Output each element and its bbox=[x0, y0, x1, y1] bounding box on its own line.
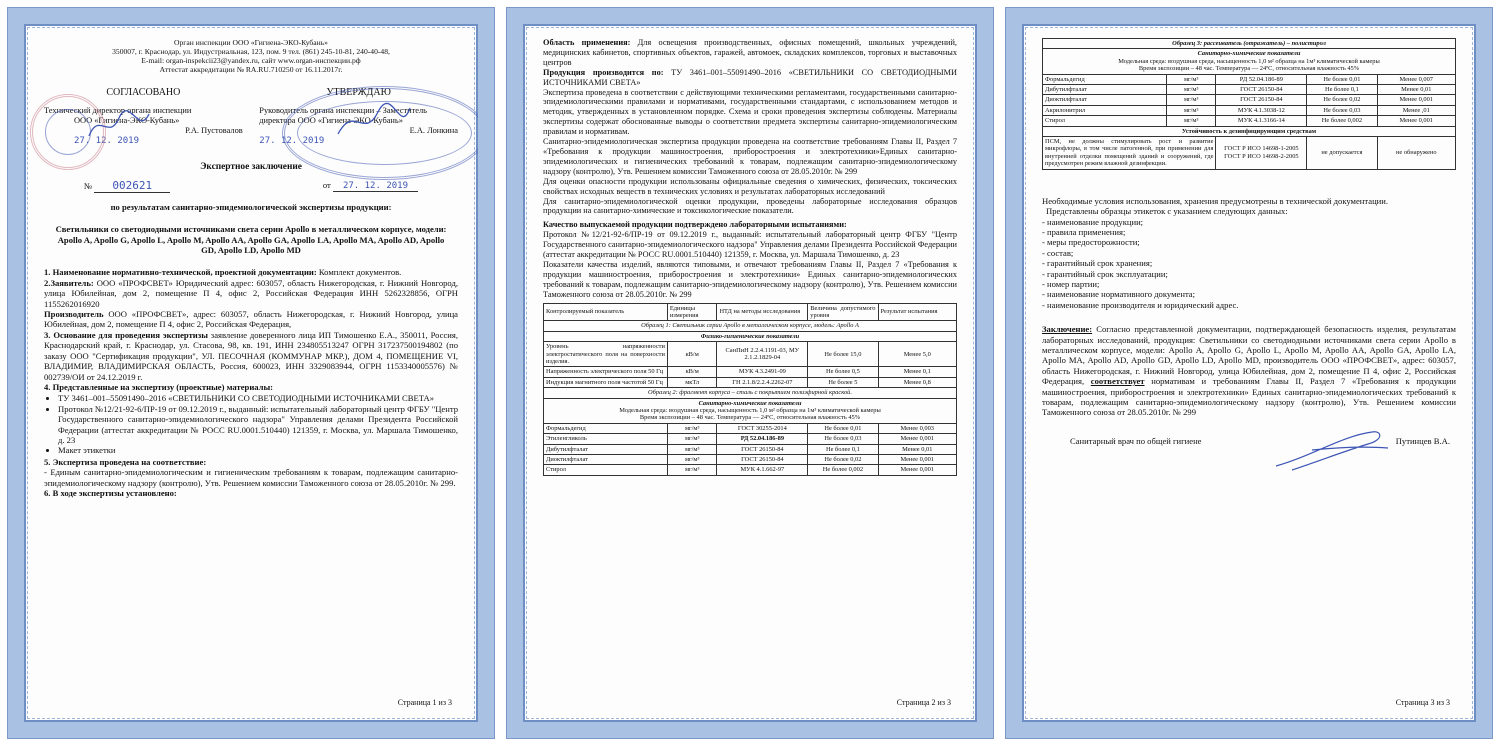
doc-date: 27. 12. 2019 bbox=[333, 181, 418, 192]
paragraph: Протокол №12/21-92-6/ПР-19 от 09.12.2019 г., выданный: испытательный лабораторный центр ФГБУ "Центр Государственного санитарно-эпидемиологического надзора" Управления делами Президента Российской Федерации (аттестат аккредитации № РОСС RU.0001.510440) 121359, г. Москва, ул. Маршала Тимошенко, д. 23 bbox=[543, 230, 957, 260]
paragraph: Санитарно-эпидемиологическая экспертиза продукции проведена на соответствие требованиям Главы II, Раздел 7 «Требования к продукции машиностроения, приборостроения и электротехники»Единых санитарно-эпидемиологических и гигиенических требований к товарам, подлежащим санитарно-эпидемиологическому надзору (контролю), Утв. Решением комиссии Таможенного союза от 28.05.2010г. № 299 bbox=[543, 137, 957, 176]
table-row: Диоктилфталат мг/м³ ГОСТ 26150-84 Не более 0,02 Менее 0,001 bbox=[1043, 95, 1456, 105]
table-header-cell: НТД на методы исследования bbox=[717, 303, 808, 321]
table-row: Стирол мг/м³ МУК 4.1.662-97 Не более 0,002 Менее 0,001 bbox=[544, 465, 957, 475]
label-item: - номер партии; bbox=[1042, 278, 1100, 289]
section-5-label: 5. Экспертиза проведена на соответствие: bbox=[44, 456, 207, 467]
approve-label: УТВЕРЖДАЮ bbox=[326, 87, 391, 98]
label-item: - гарантийный срок хранения; bbox=[1042, 258, 1153, 269]
section-row: Санитарно-химические показатели bbox=[1197, 50, 1301, 58]
page-number: Страница 1 из 3 bbox=[397, 697, 452, 707]
signature-right bbox=[334, 102, 414, 142]
paragraph: Экспертиза проведена в соответствии с действующими техническими регламентами, государственными санитарно-эпидемиологическими правилами и нормативами, государственными стандартами, с использованием методов и методик, утвержденных в установленном порядке. Схема и сроки проведения экспертизы соблюдены. Материалы экспертизы содержат обоснованные выводы о соответствии предмета экспертизы санитарно-эпидемиологическим правилам и нормативам. bbox=[543, 87, 957, 137]
condition-text: Модельная среда: воздушная среда, насыщенность 1,0 м² образца на 1м³ климатической камеры bbox=[1118, 57, 1380, 65]
label-item: - наименование производителя и юридический адрес. bbox=[1042, 299, 1239, 310]
table-row: ПСМ, не должны стимулировать рост и развитие микрофлоры, в том числе патогенной, при применении для внутренней отделки помещений зданий и сооружений, где предусмотрен режим влажной дезинфекции. ГОСТ Р ИСО 14698-1-2005 ГОСТ Р ИСО 14698-2-2005 не допускается не обнаружено bbox=[1043, 137, 1456, 170]
conclusion-text: нормативам и требованиям Главы II, Раздел 7 «Требования к продукции машиностроения, приборостроения и электротехники» Единых санитарно-эпидемиологических требований к товарам, подлежащим санитарно-эпидемиологическому надзору (контролю), Утв. Решением комиссии Таможенного союза от 28.05.2010г. № 299 bbox=[1042, 376, 1456, 418]
page-3 bbox=[1006, 8, 1492, 738]
date-label: от bbox=[322, 180, 331, 191]
org-name: Орган инспекции ООО «Гигиена-ЭКО-Кубань» bbox=[174, 38, 328, 47]
conclusion-text: Согласно представленной документации, подтверждающей безопасность изделия, результатам лабораторных исследований, продукция: Светильники со светодиодными источниками света серии Apollo в металлическом корпусе, модели: Apollo A, Apollo G, Apollo L, Apollo M, Apollo AA, Apollo GA, Apollo LA, Apollo MA, Apollo AD, Apollo GD, Apollo LD, Apollo MD, производитель ООО «ПРОФСВЕТ», адрес: 603057, область Нижегородская, г. Нижний Новгород, улица Юбилейная, дом 2, помещение П 4, офис 2, Российская Федерация, bbox=[1042, 324, 1456, 387]
right-sign-date: 27. 12. 2019 bbox=[259, 136, 325, 146]
label-item: - меры предосторожности; bbox=[1042, 237, 1140, 248]
table-header-cell: Величина допустимого уровня bbox=[808, 303, 878, 321]
product-name: Светильники со светодиодными источниками света серии Apollo в металлическом корпусе, модели: Apollo A, Apollo G, Apollo L, Apollo M, Apollo AA, Apollo GA, Apollo LA, Apollo MA, Apollo AD, Apollo GD, Apollo LD, Apollo MD bbox=[55, 224, 447, 256]
basis-text: ТУ 3461–001–55091490–2016 «СВЕТИЛЬНИКИ СО СВЕТОДИОДНЫМИ ИСТОЧНИКАМИ СВЕТА» bbox=[543, 67, 958, 87]
section-6-label: 6. В ходе экспертизы установлено: bbox=[44, 487, 177, 498]
table-row: Этиленгликоль мг/м³ РД 52.04.186-89 Не более 0,03 Менее 0,001 bbox=[544, 434, 957, 444]
basis-label: Продукция производится по: bbox=[543, 67, 664, 77]
material-item: • Протокол №12/21-92-6/ПР-19 от 09.12.2019 г., выданный: испытательный лабораторный центр ФГБУ "Центр Государственного санитарно-эпидемиологического надзора" Управления делами Президента Российской Федерации (аттестат аккредитации № РОСС RU.0001.510440) 121359, г. Москва, ул. Маршала Тимошенко, д. 23 bbox=[58, 404, 458, 446]
conclusion-label: Заключение: bbox=[1042, 324, 1093, 335]
condition-text: Время экспозиции – 48 час. Температура — 24ºС, относительная влажность 45% bbox=[639, 414, 861, 422]
agreed-label: СОГЛАСОВАНО bbox=[106, 87, 181, 98]
doc-subtitle: по результатам санитарно-эпидемиологической экспертизы продукции: bbox=[110, 201, 392, 212]
doctor-title: Санитарный врач по общей гигиене bbox=[1070, 435, 1202, 446]
org-header bbox=[44, 38, 458, 74]
results-table bbox=[543, 303, 957, 476]
section-row: Физико-гигиенические показатели bbox=[544, 331, 957, 341]
section-2-label: 2.Заявитель: bbox=[44, 277, 94, 288]
producer-text: ООО «ПРОФСВЕТ», адрес: 603057, область Нижегородская, г. Нижний Новгород, улица Юбилейная, дом 2, помещение П 4, офис 2, Российская Федерация, bbox=[44, 309, 458, 330]
table-row: Диоктилфталат мг/м³ ГОСТ 26150-84 Не более 0,02 Менее 0,001 bbox=[544, 455, 957, 465]
section-1-label: 1. Наименование нормативно-технической, проектной документации: bbox=[44, 267, 317, 278]
table-row: Формальдегид мг/м³ ГОСТ 30255-2014 Не более 0,01 Менее 0,003 bbox=[544, 423, 957, 433]
paragraph: Показатели качества изделий, являются типовыми, и отвечают требованиям Главы II, Раздел 7 «Требования к продукции машиностроения, приборостроения и электротехники» Единых санитарно-эпидемиологических требований к товарам, подлежащим санитарно-эпидемиологическому надзору (контролю), Утв. Решением комиссии Таможенного союза от 28.05.2010г. № 299 bbox=[543, 259, 957, 299]
table-row: Уровень напряженности электростатического поля на поверхности изделия. кВ/м СанПиН 2.2.4.1191-03, МУ 2.1.2.1829-04 Не более 15,0 Менее 5,0 bbox=[544, 342, 957, 367]
org-accreditation: Аттестат аккредитации № RA.RU.710250 от 16.11.2017г. bbox=[159, 65, 343, 74]
org-email: E-mail: organ-inspekcii23@yandex.ru, сайт www.organ-инспекции.рф bbox=[141, 56, 361, 65]
sample-row: Образец 3: рассеиватель (отражатель) – полистирол bbox=[1043, 39, 1456, 49]
table-header-cell: Контролируемый показатель bbox=[544, 303, 668, 321]
section-row: Устойчивость к дезинфицирующим средствам bbox=[1043, 126, 1456, 136]
material-item: • Макет этикетки bbox=[58, 445, 458, 455]
section-4-label: 4. Представленные на экспертизу (проектные) материалы: bbox=[44, 381, 274, 392]
page-2 bbox=[507, 8, 993, 738]
condition-text: Модельная среда: воздушная среда, насыщенность 1,0 м² образца на 1м³ климатической камеры bbox=[619, 407, 881, 415]
section-5-text: - Единым санитарно-эпидемиологическим и гигиеническим требованиям к товарам, подлежащим санитарно-эпидемиологическому надзору (контролю), Утв. Решением комиссии Таможенного союза от 28.05.2010г. № 299. bbox=[44, 467, 458, 488]
labels-intro: Представлены образцы этикеток с указанием следующих данных: bbox=[1046, 206, 1288, 217]
left-sign-title: Технический директор органа инспекции bbox=[44, 106, 192, 115]
label-item: - гарантийный срок эксплуатации; bbox=[1042, 268, 1168, 279]
table-row: Напряженность электрического поля 50 Гц кВ/м МУК 4.3.2491-09 Не более 0,5 Менее 0,1 bbox=[544, 367, 957, 377]
sample-row: Образец 1: Светильник серии Apollo в металлическом корпусе, модель: Apollo A bbox=[544, 321, 957, 331]
section-row: Санитарно-химические показатели bbox=[698, 399, 802, 407]
doctor-name: Путинцев В.А. bbox=[1395, 435, 1450, 446]
material-item: • ТУ 3461–001–55091490–2016 «СВЕТИЛЬНИКИ СО СВЕТОДИОДНЫМИ ИСТОЧНИКАМИ СВЕТА» bbox=[58, 393, 458, 403]
table-row: Дибутилфталат мг/м³ ГОСТ 26150-84 Не более 0,1 Менее 0,01 bbox=[1043, 85, 1456, 95]
signature-left bbox=[84, 106, 154, 146]
label-item: - наименование нормативного документа; bbox=[1042, 289, 1196, 300]
left-sign-name: Р.А. Пустовалов bbox=[185, 126, 243, 135]
right-sign-name: Е.А. Лонкина bbox=[409, 126, 458, 135]
page-number: Страница 2 из 3 bbox=[896, 698, 951, 708]
page-1 bbox=[8, 8, 494, 738]
quality-label: Качество выпускаемой продукции подтверждено лабораторными испытаниями: bbox=[543, 220, 847, 230]
table-header-row bbox=[544, 303, 957, 321]
table-header-cell: Результат испытания bbox=[878, 303, 957, 321]
label-item: - правила применения; bbox=[1042, 226, 1126, 237]
section-1-text: Комплект документов. bbox=[316, 267, 402, 278]
org-address: 350007, г. Краснодар, ул. Индустриальная, 123, пом. 9 тел. (861) 245-10-81, 240-40-48, bbox=[112, 47, 390, 56]
label-item: - состав; bbox=[1042, 247, 1074, 258]
table-row: Стирол мг/м³ МУК 4.1.3166-14 Не более 0,002 Менее 0,001 bbox=[1043, 116, 1456, 126]
table-row: Акрилонитрил мг/м³ МУК 4.1.3038-12 Не более 0,03 Менее ,01 bbox=[1043, 105, 1456, 115]
right-sign-title: Руководитель органа инспекции – Заместитель bbox=[259, 106, 427, 115]
left-sign-date: 27. 12. 2019 bbox=[74, 136, 140, 146]
paragraph: Для оценки опасности продукции использованы официальные сведения о химических, физических, токсических свойствах исходных веществ в технических условиях и результатах лабораторных исследований bbox=[543, 176, 957, 196]
section-3-text: заявление доверенного лица ИП Тимошенко Е.А., 350011, Россия, Краснодарский край, г. Краснодар, ул. Стасова, 98, кв. 191, ИНН 234805513247 ОГРН 317237500194802 (по заказу ООО "Сертификация продукции", УЛ. ПЕСОЧНАЯ (КОММУНАР МКР.), ДОМ 4, ПОМЕЩЕНИЕ VI, ВЛАДИМИР, ВЛАДИМИРСКАЯ ОБЛАСТЬ, Россия, 600023, ИНН 3329083944, ОГРН 1153340005576) № 002739/ОИ от 24.12.2019 г. bbox=[44, 329, 458, 382]
section-3-label: 3. Основание для проведения экспертизы bbox=[44, 329, 208, 340]
doc-number: 002621 bbox=[94, 179, 170, 193]
conclusion-verdict: соответствует bbox=[1090, 376, 1145, 387]
right-sign-org: директора ООО «Гигиена-ЭКО-Кубань» bbox=[259, 116, 403, 125]
label-item: - наименование продукции; bbox=[1042, 216, 1144, 227]
results-table-continued bbox=[1042, 38, 1456, 170]
scope-text: Для освещения производственных, офисных помещений, школьных учреждений, медицинских кабинетов, спортивных объектов, гаражей, автомоек, складских комплексов, торговых и выставочных центров bbox=[543, 38, 957, 67]
number-label: № bbox=[84, 181, 93, 192]
page-number: Страница 3 из 3 bbox=[1395, 697, 1450, 707]
conditions-text: Необходимые условия использования, хранения предусмотрены в технической документации. bbox=[1042, 195, 1389, 206]
table-row: Дибутилфталат мг/м³ ГОСТ 26150-84 Не более 0,1 Менее 0,01 bbox=[544, 444, 957, 454]
producer-label: Производитель bbox=[44, 309, 104, 320]
condition-text: Время экспозиции – 48 час. Температура — 24ºС, относительная влажность 45% bbox=[1138, 65, 1360, 73]
signature-doctor bbox=[1272, 426, 1392, 474]
table-row: Формальдегид мг/м³ РД 52.04.186-89 Не более 0,01 Менее 0,007 bbox=[1043, 74, 1456, 84]
sample-row: Образец 2: фрагмент корпуса – сталь с покрытием полиэфирной краской. bbox=[544, 388, 957, 398]
paragraph: Для санитарно-эпидемиологической оценки продукции, проведены лабораторные исследования образцов продукции на санитарно-химические и токсикологические показатели. bbox=[543, 196, 957, 216]
doc-title: Экспертное заключение bbox=[200, 162, 302, 172]
table-row: Индукция магнитного поля частотой 50 Гц мкТл ГН 2.1.8/2.2.4.2262-07 Не более 5 Менее 0,8 bbox=[544, 377, 957, 387]
table-header-cell: Единицы измерения bbox=[667, 303, 717, 321]
section-2-text: ООО «ПРОФСВЕТ» Юридический адрес: 603057, область Нижегородская, г. Нижний Новгород, улица Юбилейная, дом 2, помещение П 4, офис 2, Российская Федерация ИНН 5262328856, ОГРН 1155262016920 bbox=[44, 277, 458, 309]
left-sign-org: ООО «Гигиена-ЭКО-Кубань» bbox=[74, 116, 180, 125]
scope-label: Область применения: bbox=[543, 38, 631, 47]
